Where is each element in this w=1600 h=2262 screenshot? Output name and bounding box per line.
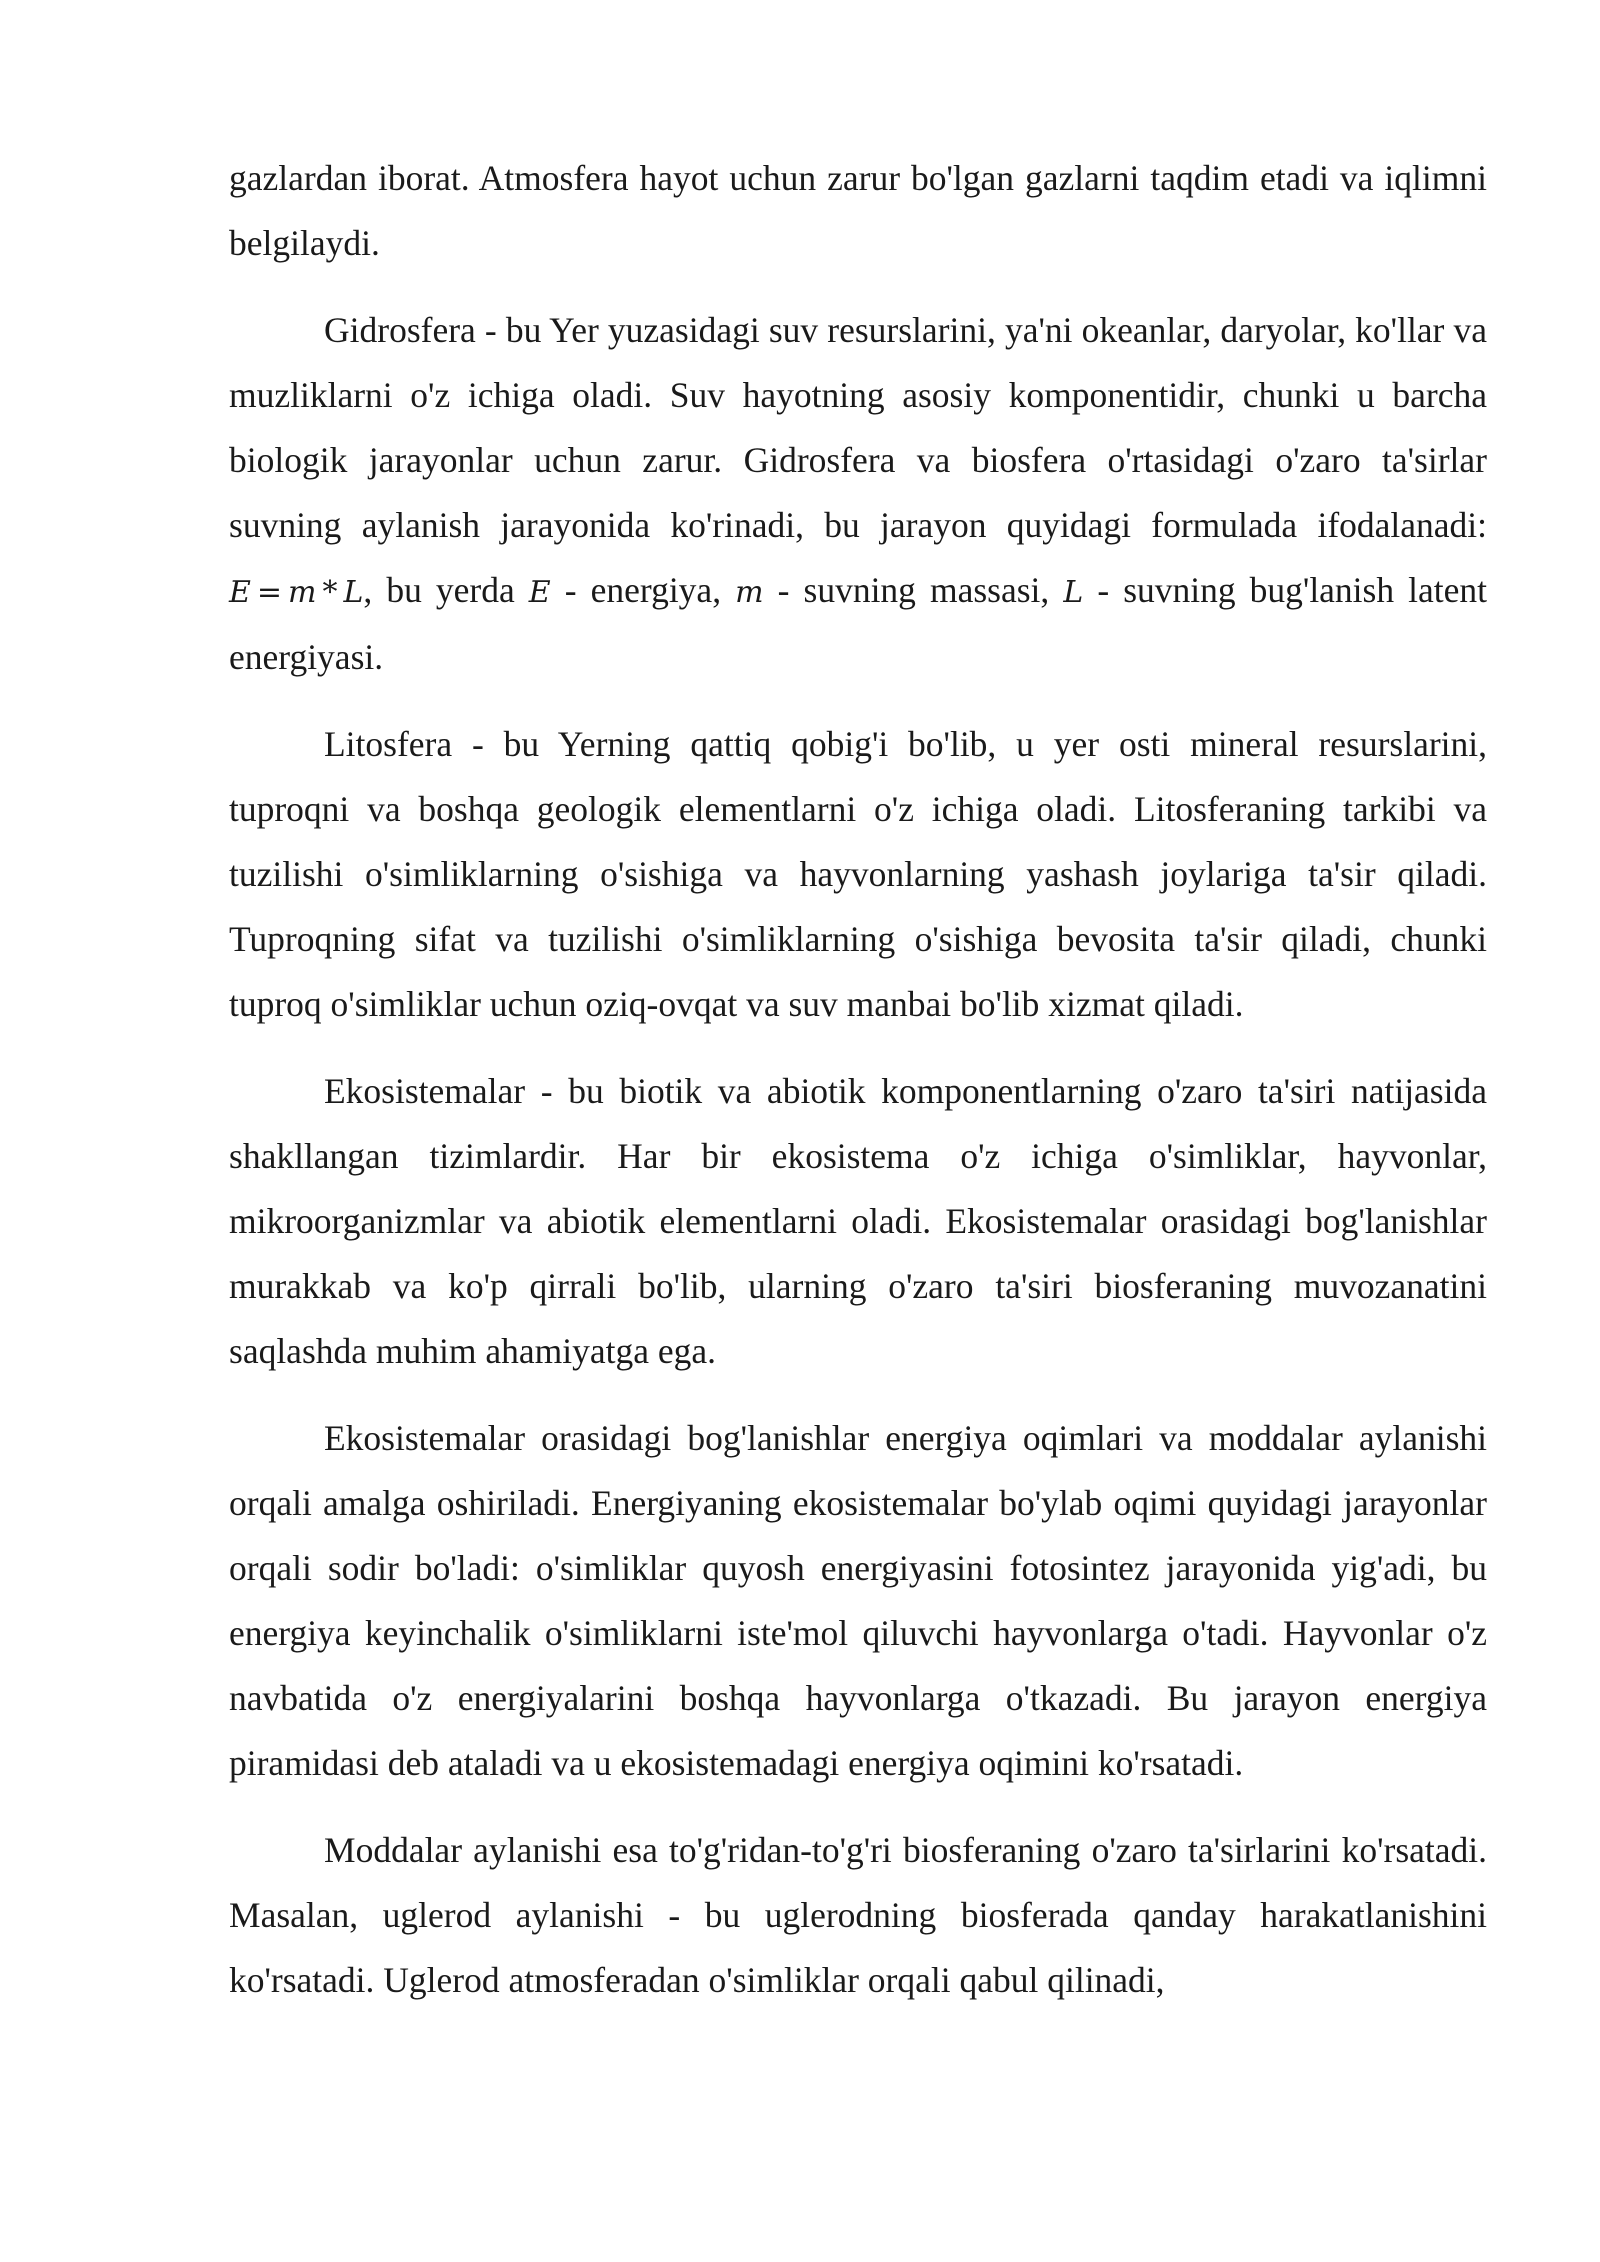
document-page bbox=[229, 146, 1487, 2035]
formula-var-m: m bbox=[288, 575, 317, 610]
formula-times: * bbox=[322, 575, 338, 610]
formula-var-e: E bbox=[229, 575, 251, 610]
hydrosphere-seg3: - suvning massasi, bbox=[763, 570, 1064, 610]
var-m: m bbox=[735, 575, 764, 610]
hydrosphere-seg1: , bu yerda bbox=[363, 570, 529, 610]
formula bbox=[229, 570, 363, 610]
paragraph-matter-cycle: Moddalar aylanishi esa to'g'ridan-to'g'ri biosferaning o'zaro ta'sirlarini ko'rsatadi. Masalan, uglerod aylanishi - bu uglerodning biosferada qanday harakatlanishini ko'rsatadi. Uglerod atmosferadan o'simliklar orqali qabul qilinadi, bbox=[229, 1830, 1487, 2000]
paragraph-atmosphere-end: gazlardan iborat. Atmosfera hayot uchun zarur bo'lgan gazlarni taqdim etadi va iqlimni belgilaydi. bbox=[229, 158, 1487, 263]
paragraph-hydrosphere bbox=[229, 298, 1487, 690]
hydrosphere-seg4: - suvning bug'lanish latent energiyasi. bbox=[229, 570, 1488, 677]
formula-equals: = bbox=[256, 575, 283, 610]
hydrosphere-text: Gidrosfera - bu Yer yuzasidagi suv resurslarini, ya'ni okeanlar, daryolar, ko'llar va muzliklarni o'z ichiga oladi. Suv hayotning asosiy komponentidir, chunki u barcha biologik jarayonlar uchun zarur. Gidrosfera va biosfera o'rtasidagi o'zaro ta'sirlar suvning aylanish jarayonida ko'rinadi, bu jarayon quyidagi formulada ifodalanadi: bbox=[229, 310, 1487, 545]
paragraph-energy-flow: Ekosistemalar orasidagi bog'lanishlar energiya oqimlari va moddalar aylanishi orqali amalga oshiriladi. Energiyaning ekosistemalar bo'ylab oqimi quyidagi jarayonlar orqali sodir bo'ladi: o'simliklar quyosh energiyasini fotosintez jarayonida yig'adi, bu energiya keyinchalik o'simliklarni iste'mol qiluvchi hayvonlarga o'tadi. Hayvonlar o'z navbatida o'z energiyalarini boshqa hayvonlarga o'tkazadi. Bu jarayon energiya piramidasi deb ataladi va u ekosistemadagi energiya oqimini ko'rsatadi. bbox=[229, 1418, 1487, 1783]
hydrosphere-seg2: - energiya, bbox=[550, 570, 736, 610]
var-l: L bbox=[1063, 575, 1084, 610]
var-e: E bbox=[528, 575, 551, 610]
paragraph-lithosphere: Litosfera - bu Yerning qattiq qobig'i bo'lib, u yer osti mineral resurslarini, tuproqni va boshqa geologik elementlarni o'z ichiga oladi. Litosferaning tarkibi va tuzilishi o'simliklarning o'sishiga va hayvonlarning yashash joylariga ta'sir qiladi. Tuproqning sifat va tuzilishi o'simliklarning o'sishiga bevosita ta'sir qiladi, chunki tuproq o'simliklar uchun oziq-ovqat va suv manbai bo'lib xizmat qiladi. bbox=[229, 724, 1487, 1024]
formula-var-l: L bbox=[343, 575, 364, 610]
paragraph-ecosystems: Ekosistemalar - bu biotik va abiotik komponentlarning o'zaro ta'siri natijasida shakllangan tizimlardir. Har bir ekosistema o'z ichiga o'simliklar, hayvonlar, mikroorganizmlar va abiotik elementlarni oladi. Ekosistemalar orasidagi bog'lanishlar murakkab va ko'p qirrali bo'lib, ularning o'zaro ta'siri biosferaning muvozanatini saqlashda muhim ahamiyatga ega. bbox=[229, 1071, 1487, 1371]
